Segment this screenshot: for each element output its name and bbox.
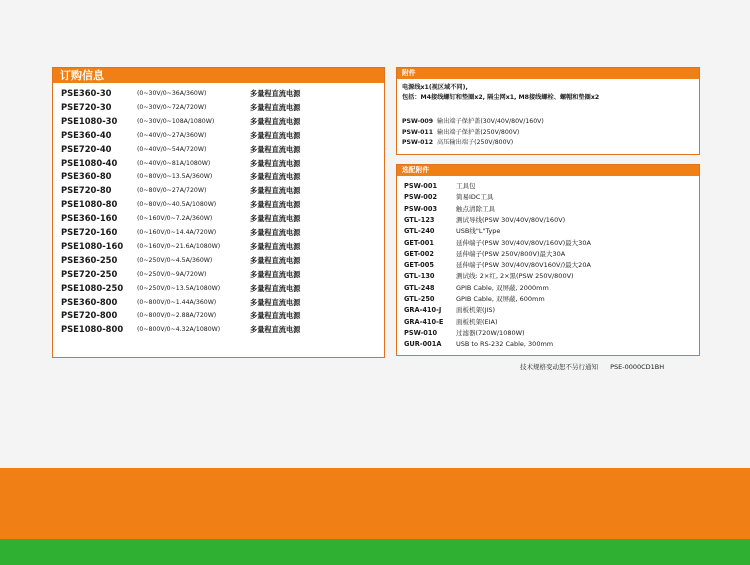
item-text: 工具包 [456, 182, 476, 190]
spec-cell: (0~250V/0~9A/720W) [137, 270, 207, 278]
model-cell: PSE1080-800 [61, 324, 124, 335]
spec-cell: (0~30V/0~72A/720W) [137, 103, 207, 111]
spec-cell: (0~80V/0~40.5A/1080W) [137, 201, 217, 209]
spec-cell: (0~160V/0~21.6A/1080W) [137, 242, 221, 250]
desc-cell: 多量程直流电源 [250, 116, 301, 126]
desc-cell: 多量程直流电源 [250, 158, 301, 168]
model-cell: PSE360-160 [61, 213, 118, 224]
model-cell: PSE360-800 [61, 296, 118, 307]
item-text: GPIB Cable, 双屏蔽, 600mm [456, 295, 545, 303]
spec-cell: (0~40V/0~81A/1080W) [137, 159, 211, 167]
item-text: 延伸端子(PSW 30V/40V/80V/160V)最大30A [456, 238, 591, 247]
spec-cell: (0~30V/0~36A/360W) [137, 90, 207, 97]
spec-cell: (0~80V/0~13.5A/360W) [137, 173, 213, 181]
item-text: 延伸端子(PSW 250V/800V)最大30A [456, 249, 566, 258]
spec-cell: (0~800V/0~1.44A/360W) [137, 298, 217, 306]
item-code: GTL-123 [404, 215, 435, 224]
spec-cell: (0~40V/0~54A/720W) [137, 145, 207, 153]
accessories-panel [396, 67, 700, 155]
model-cell: PSE1080-40 [61, 157, 118, 168]
model-cell: PSE1080-30 [61, 115, 118, 126]
item-code: PSW-003 [404, 204, 438, 213]
model-cell: PSE720-800 [61, 310, 118, 321]
desc-cell: 多量程直流电源 [250, 102, 301, 112]
item-text: 过滤器(720W/1080W) [456, 328, 525, 337]
desc-cell: 多量程直流电源 [250, 297, 301, 307]
desc-cell: 多量程直流电源 [250, 89, 301, 98]
item-code: PSW-009 [402, 118, 434, 125]
item-code: GET-005 [404, 261, 434, 270]
order-info-panel [52, 67, 385, 358]
model-cell: PSE720-30 [61, 101, 112, 112]
orange-footer-band [0, 468, 750, 539]
spec-cell: (0~160V/0~7.2A/360W) [137, 215, 213, 223]
optional-accessories-title: 选配附件 [397, 165, 699, 176]
model-cell: PSE1080-80 [61, 199, 118, 210]
accessories-line-2: 包括：M4接线螺钉和垫圈x2, 隔尘网x1, M8接线螺栓、螺帽和垫圈x2 [402, 94, 600, 101]
item-code: GRA-410-J [404, 306, 442, 315]
spec-cell: (0~160V/0~14.4A/720W) [137, 229, 217, 236]
spec-cell: (0~800V/0~2.88A/720W) [137, 312, 217, 320]
optional-accessories-panel [396, 164, 700, 356]
model-cell: PSE360-30 [61, 88, 112, 98]
item-text: 面板机架(JIS) [456, 306, 496, 315]
model-cell: PSE720-80 [61, 185, 112, 196]
item-text: 面板机架(EIA) [456, 317, 498, 326]
item-code: PSW-001 [404, 182, 438, 190]
spec-cell: (0~250V/0~13.5A/1080W) [137, 284, 221, 292]
spec-cell: (0~40V/0~27A/360W) [137, 131, 207, 139]
item-code: GTL-250 [404, 295, 435, 303]
accessories-line-1: 电源线x1(视区域不同), [402, 84, 468, 91]
item-text: 测试线: 2×红, 2×黑(PSW 250V/800V) [456, 272, 574, 281]
accessories-title: 附件 [397, 68, 699, 79]
order-info-title: 订购信息 [53, 68, 384, 83]
desc-cell: 多量程直流电源 [250, 269, 301, 279]
spec-cell: (0~250V/0~4.5A/360W) [137, 256, 213, 264]
desc-cell: 多量程直流电源 [250, 200, 301, 210]
item-text: 延伸端子(PSW 30V/40V/80V160V/)最大20A [456, 261, 591, 270]
model-cell: PSE720-160 [61, 227, 118, 237]
spec-cell: (0~800V/0~4.32A/1080W) [137, 326, 221, 334]
spec-cell: (0~80V/0~27A/720W) [137, 187, 207, 195]
list-item [402, 128, 519, 137]
desc-cell: 多量程直流电源 [250, 186, 301, 196]
item-text: GPIB Cable, 双屏蔽, 2000mm [456, 283, 549, 292]
model-cell: PSE1080-250 [61, 282, 124, 293]
item-code: PSW-010 [404, 328, 438, 337]
item-text: 输出端子保护盖(250V/800V) [437, 128, 520, 136]
item-code: PSW-002 [404, 193, 438, 202]
desc-cell: 多量程直流电源 [250, 241, 301, 251]
desc-cell: 多量程直流电源 [250, 214, 301, 224]
desc-cell: 多量程直流电源 [250, 311, 301, 321]
item-code: GUR-001A [404, 340, 442, 349]
spec-change-notice: 技术规格变动恕不另行通知 [520, 363, 598, 371]
desc-cell: 多量程直流电源 [250, 144, 301, 154]
item-text: 简易IDC工具 [456, 193, 494, 202]
item-code: PSW-011 [402, 128, 434, 136]
list-item [402, 138, 513, 147]
desc-cell: 多量程直流电源 [250, 283, 301, 293]
model-cell: PSE720-40 [61, 143, 112, 154]
spec-cell: (0~30V/0~108A/1080W) [137, 117, 215, 125]
item-code: PSW-012 [402, 139, 434, 146]
item-code: GET-002 [404, 249, 434, 258]
desc-cell: 多量程直流电源 [250, 255, 301, 265]
item-text: 高压输出端子(250V/800V) [437, 139, 514, 146]
desc-cell: 多量程直流电源 [250, 172, 301, 182]
list-item [402, 117, 544, 126]
item-code: GTL-240 [404, 227, 435, 236]
item-text: USB to RS-232 Cable, 300mm [456, 340, 554, 349]
item-code: GTL-248 [404, 283, 435, 292]
desc-cell: 多量程直流电源 [250, 325, 301, 335]
green-footer-band [0, 539, 750, 565]
footer-note [520, 362, 664, 371]
desc-cell: 多量程直流电源 [250, 130, 301, 140]
item-text: 触点清除工具 [456, 204, 495, 213]
item-code: GRA-410-E [404, 317, 444, 326]
document-number: PSE-0000CD1BH [610, 363, 665, 371]
model-cell: PSE720-250 [61, 268, 118, 279]
model-cell: PSE360-40 [61, 129, 112, 140]
item-text: 输出端子保护盖(30V/40V/80V/160V) [437, 118, 544, 125]
item-text: 测试导线(PSW 30V/40V/80V/160V) [456, 215, 566, 224]
model-cell: PSE1080-160 [61, 240, 124, 251]
item-code: GTL-130 [404, 272, 435, 281]
model-cell: PSE360-250 [61, 254, 118, 265]
desc-cell: 多量程直流电源 [250, 228, 301, 237]
item-text: USB线"L"Type [456, 227, 501, 236]
model-cell: PSE360-80 [61, 171, 112, 182]
item-code: GET-001 [404, 238, 434, 247]
